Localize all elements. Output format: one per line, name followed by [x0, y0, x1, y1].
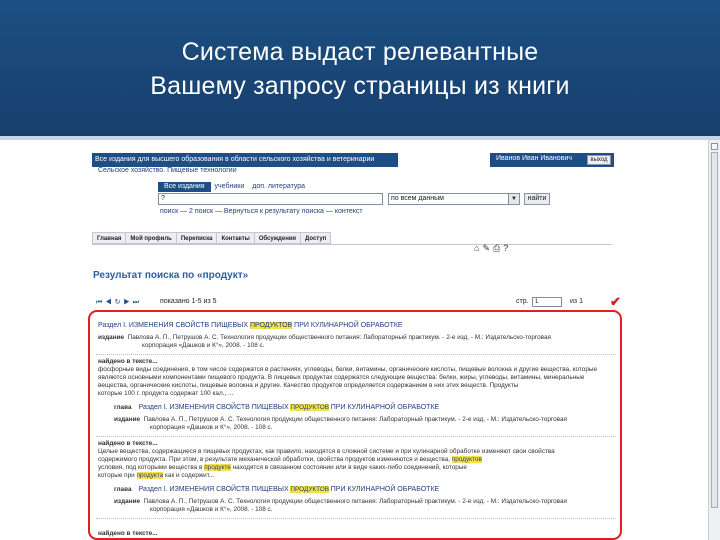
main-nav: [92, 232, 331, 244]
result-2-text-1: фосфорные виды соединения, в том числе содержатся в растениях, углеводы, белки, витамины, органические кислоты, пищевые волокна и другие вещества, которые: [98, 366, 598, 373]
result-2-source: [114, 416, 567, 424]
result-2-chapter-label: глава: [114, 404, 132, 411]
result-separator: [96, 518, 616, 519]
tab-messages[interactable]: Переписка: [177, 232, 218, 244]
search-tab-textbooks[interactable]: учебники: [214, 183, 245, 190]
result-3-found-label: найдено в тексте...: [98, 440, 158, 447]
result-3-text-4: [98, 472, 214, 480]
result-2-found-label: найдено в тексте...: [98, 358, 158, 365]
search-tab-extra[interactable]: доп. литература: [252, 183, 306, 190]
results-pager: [92, 294, 621, 309]
page-input[interactable]: 1: [532, 297, 562, 307]
toolbar-icons: [474, 243, 511, 254]
result-3-text-3: [98, 464, 467, 472]
result-1-title-highlight[interactable]: ПРОДУКТОВ: [249, 322, 293, 329]
tab-discussions[interactable]: Обсуждения: [255, 232, 301, 244]
results-list: [88, 310, 622, 540]
results-title: Результат поиска по «продукт»: [93, 270, 249, 281]
result-2-source-line-2[interactable]: корпорация «Дашков и К°», 2008. - 108 с.: [150, 424, 273, 431]
search-field-select[interactable]: [388, 193, 520, 205]
result-3-text-3-highlight: продукте: [204, 464, 231, 471]
result-3-text-3-post: находятся в связанном состоянии или в виде каких-либо соединений, которые: [232, 464, 467, 471]
tab-profile[interactable]: Мой профиль: [126, 232, 176, 244]
result-4-found-label: найдено в тексте...: [98, 530, 158, 537]
refresh-icon[interactable]: ↻: [114, 299, 124, 306]
result-3-text-3-pre: условия, под которыми вещества в: [98, 464, 203, 471]
result-3-text-2-highlight: продуктов: [451, 456, 482, 463]
last-page-icon[interactable]: ⏭: [132, 299, 142, 306]
result-3-chapter-label: глава: [114, 486, 132, 493]
result-2-chapter-post[interactable]: ПРИ КУЛИНАРНОЙ ОБРАБОТКЕ: [330, 404, 440, 411]
checkmark-icon: ✔: [610, 294, 621, 309]
result-2-chapter[interactable]: [114, 404, 439, 412]
result-2-text-2: являются основными компонентами пищевого продукта. В пищевых продуктах содержатся следующие вещества: белки, жиры, углеводы, витамины, минеральные: [98, 374, 585, 381]
tab-access[interactable]: Доступ: [301, 232, 331, 244]
user-name[interactable]: Иванов Иван Иванович: [496, 155, 572, 162]
tab-contacts[interactable]: Контакты: [217, 232, 254, 244]
prev-page-icon[interactable]: ◀: [105, 299, 115, 306]
result-3-chapter-pre[interactable]: Раздел I. ИЗМЕНЕНИЯ СВОЙСТВ ПИЩЕВЫХ: [138, 486, 289, 493]
result-2-source-label: издание: [114, 416, 141, 423]
banner-title-line-1: Система выдаст релевантные: [181, 38, 539, 66]
result-2-chapter-highlight[interactable]: ПРОДУКТОВ: [290, 404, 329, 411]
result-3-text-2-body: содержимого продукта. При этом, в результате механической обработки, свойства продуктов изменяются и вещества,: [98, 456, 451, 463]
result-2-chapter-pre[interactable]: Раздел I. ИЗМЕНЕНИЯ СВОЙСТВ ПИЩЕВЫХ: [138, 404, 289, 411]
banner-title-line-2: Вашему запросу страницы из книги: [150, 72, 570, 100]
results-count: показано 1-5 из 5: [160, 298, 217, 305]
result-3-text-4-post: как и содержит...: [164, 472, 215, 479]
help-icon[interactable]: ?: [503, 243, 512, 253]
result-3-source-label: издание: [114, 498, 141, 505]
result-3-chapter-post[interactable]: ПРИ КУЛИНАРНОЙ ОБРАБОТКЕ: [330, 486, 440, 493]
result-1-title-pre[interactable]: Раздел I. ИЗМЕНЕНИЯ СВОЙСТВ ПИЩЕВЫХ: [98, 322, 248, 329]
result-3-source-line-2[interactable]: корпорация «Дашков и К°», 2008. - 108 с.: [150, 506, 273, 513]
result-3-chapter[interactable]: [114, 486, 439, 494]
result-1-source-label: издание: [98, 334, 125, 341]
result-separator: [96, 354, 616, 355]
header-subtitle[interactable]: Сельское хозяйство. Пищевые технологии: [98, 167, 237, 174]
user-panel: [490, 153, 614, 167]
next-page-icon[interactable]: ▶: [123, 299, 133, 306]
result-2-text-3: вещества, органические кислоты, пищевые волокна и другие. Качество продуктов определяется содержанием в них этих веществ. Продукты: [98, 382, 519, 389]
result-1-title-post[interactable]: ПРИ КУЛИНАРНОЙ ОБРАБОТКЕ: [294, 322, 403, 329]
search-scope-tabs: [158, 182, 309, 192]
result-3-source: [114, 498, 567, 506]
vertical-scrollbar[interactable]: [708, 140, 720, 540]
result-1-source: [98, 334, 551, 342]
result-2-text-4: которые 100 г. продукта содержат 100 кал., ...: [98, 390, 234, 397]
result-separator: [96, 436, 616, 437]
scroll-up-arrow-icon[interactable]: [711, 143, 718, 150]
result-1-source-line-2[interactable]: корпорация «Дашков и К°», 2008. - 108 с.: [142, 342, 265, 349]
result-3-text-1: Целые вещества, содержащиеся в пищевых продуктах, как правило, находятся в сложной системе и при кулинарной обработке изменяют свои свойства: [98, 448, 555, 455]
search-links[interactable]: поиск — 2 поиск — Вернуться к результату поиска — контекст: [160, 208, 363, 215]
result-3-text-2: [98, 456, 482, 464]
result-1-source-line-1[interactable]: Павлова А. П., Петрушов А. С. Технология продукции общественного питания: Лабораторный практикум. - 2-е изд. - М.: Издательско-торговая: [127, 334, 551, 341]
home-icon[interactable]: ⌂: [474, 243, 483, 253]
search-input[interactable]: ?: [158, 193, 383, 205]
result-3-chapter-highlight[interactable]: ПРОДУКТОВ: [290, 486, 329, 493]
result-2-source-line-1[interactable]: Павлова А. П., Петрушов А. С. Технология продукции общественного питания: Лабораторный практикум. - 2-е изд. - М.: Издательско-торговая: [143, 416, 567, 423]
result-3-text-4-highlight: продукта: [136, 472, 164, 479]
tab-home[interactable]: Главная: [92, 232, 126, 244]
chevron-down-icon[interactable]: ▼: [508, 194, 519, 204]
page-of: из 1: [570, 298, 583, 305]
result-3-text-4-pre: которые при: [98, 472, 135, 479]
result-3-source-line-1[interactable]: Павлова А. П., Петрушов А. С. Технология продукции общественного питания: Лабораторный практикум. - 2-е изд. - М.: Издательско-торговая: [143, 498, 567, 505]
print-icon[interactable]: ⎙: [492, 243, 504, 253]
exit-button[interactable]: выход: [587, 155, 611, 165]
pager-icons: [96, 298, 142, 307]
slide-banner: [0, 0, 720, 140]
page-label: стр.: [516, 298, 529, 305]
header-bar[interactable]: Все издания для высшего образования в области сельского хозяйства и ветеринарии: [92, 153, 398, 167]
tool-icon[interactable]: ✎: [482, 243, 493, 253]
first-page-icon[interactable]: ⏮: [96, 299, 106, 306]
result-1-title[interactable]: [98, 322, 403, 330]
search-tab-all[interactable]: Все издания: [158, 182, 211, 192]
search-field-select-value: по всем данным: [391, 195, 444, 202]
nav-divider: [92, 244, 612, 245]
scroll-thumb[interactable]: [711, 152, 718, 508]
search-button[interactable]: найти: [524, 193, 550, 205]
